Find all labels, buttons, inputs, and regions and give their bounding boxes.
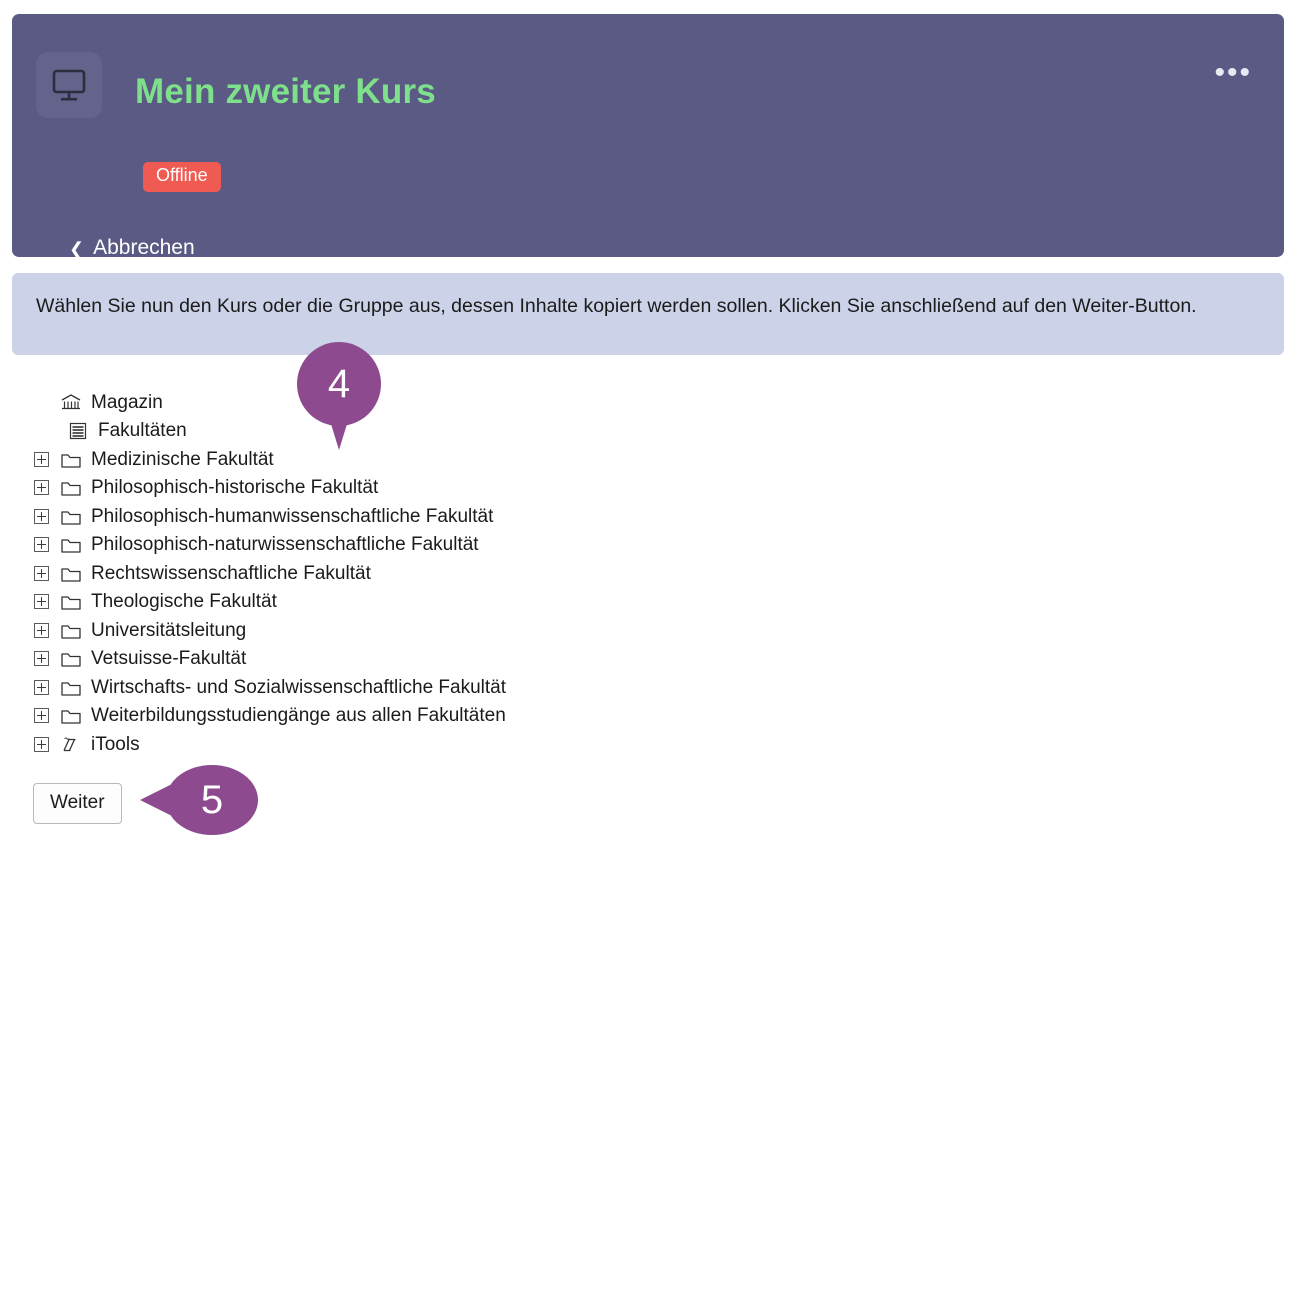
expand-icon[interactable] — [34, 708, 49, 723]
tree-item-rechtswissenschaftliche-fakultaet[interactable] — [34, 559, 934, 588]
expand-icon[interactable] — [34, 509, 49, 524]
folder-icon — [58, 705, 84, 727]
chevron-left-icon: ❮ — [69, 239, 85, 259]
callout-step-5-number: 5 — [200, 777, 224, 822]
cancel-back-label: Abbrechen — [93, 236, 195, 259]
tree-item-philosophisch-historische-fakultaet[interactable] — [34, 474, 934, 503]
callout-step-4-number: 4 — [327, 361, 351, 406]
tree-item-medizinische-fakultaet[interactable] — [34, 445, 934, 474]
folder-icon — [58, 591, 84, 613]
tree-item-itools[interactable] — [34, 730, 934, 759]
folder-icon — [58, 477, 84, 499]
itools-icon — [58, 733, 84, 755]
tree-item-label: Rechtswissenschaftliche Fakultät — [91, 562, 371, 584]
tree-item-label: Theologische Fakultät — [91, 591, 277, 613]
tree-item-weiterbildungsstudiengaenge[interactable] — [34, 702, 934, 731]
tree-item-vetsuisse-fakultaet[interactable] — [34, 645, 934, 674]
folder-icon — [58, 648, 84, 670]
more-options-icon[interactable]: ••• — [1214, 56, 1252, 89]
tree-item-label: Wirtschafts- und Sozialwissenschaftliche Fakultät — [91, 676, 506, 698]
tree-item-label: Magazin — [91, 391, 163, 413]
expand-icon[interactable] — [34, 566, 49, 581]
tree-item-label: Weiterbildungsstudiengänge aus allen Fakultäten — [91, 705, 506, 727]
callout-step-4 — [297, 342, 381, 452]
callout-step-5 — [140, 765, 258, 835]
expand-icon[interactable] — [34, 594, 49, 609]
folder-icon — [58, 676, 84, 698]
tree-item-fakultaeten[interactable] — [65, 417, 934, 446]
tree-item-label: Philosophisch-historische Fakultät — [91, 477, 379, 499]
tree-item-label: Philosophisch-naturwissenschaftliche Fakultät — [91, 534, 479, 556]
cancel-back-link[interactable] — [69, 236, 195, 260]
next-button[interactable]: Weiter — [33, 783, 122, 824]
repository-icon — [58, 391, 84, 413]
course-header — [12, 14, 1284, 257]
folder-icon — [58, 619, 84, 641]
tree-item-theologische-fakultaet[interactable] — [34, 588, 934, 617]
expand-icon[interactable] — [34, 737, 49, 752]
expand-icon[interactable] — [34, 651, 49, 666]
tree-item-philosophisch-humanwissenschaftliche-fakultaet[interactable] — [34, 502, 934, 531]
repository-tree — [34, 388, 934, 759]
tree-item-wirtschafts-und-sozialwissenschaftliche-fakultaet[interactable] — [34, 673, 934, 702]
tree-item-label: Philosophisch-humanwissenschaftliche Fakultät — [91, 505, 494, 527]
presentation-screen-icon — [36, 52, 102, 118]
expander-spacer — [34, 395, 49, 410]
folder-icon — [58, 448, 84, 470]
folder-icon — [58, 562, 84, 584]
instruction-infobox: Wählen Sie nun den Kurs oder die Gruppe aus, dessen Inhalte kopiert werden sollen. Klicken Sie anschließend auf den Weiter-Button. — [12, 273, 1284, 355]
expand-icon[interactable] — [34, 680, 49, 695]
folder-icon — [58, 505, 84, 527]
tree-item-label: iTools — [91, 733, 140, 755]
expand-icon[interactable] — [34, 452, 49, 467]
expand-icon[interactable] — [34, 623, 49, 638]
tree-item-label: Medizinische Fakultät — [91, 448, 274, 470]
tree-item-philosophisch-naturwissenschaftliche-fakultaet[interactable] — [34, 531, 934, 560]
expand-icon[interactable] — [34, 480, 49, 495]
list-icon — [65, 420, 91, 442]
folder-icon — [58, 534, 84, 556]
tree-item-label: Fakultäten — [98, 420, 187, 442]
tree-item-magazin[interactable] — [34, 388, 934, 417]
status-badge: Offline — [143, 162, 221, 192]
tree-item-label: Universitätsleitung — [91, 619, 247, 641]
expand-icon[interactable] — [34, 537, 49, 552]
page-title: Mein zweiter Kurs — [135, 72, 436, 111]
tree-item-universitaetsleitung[interactable] — [34, 616, 934, 645]
tree-item-label: Vetsuisse-Fakultät — [91, 648, 247, 670]
